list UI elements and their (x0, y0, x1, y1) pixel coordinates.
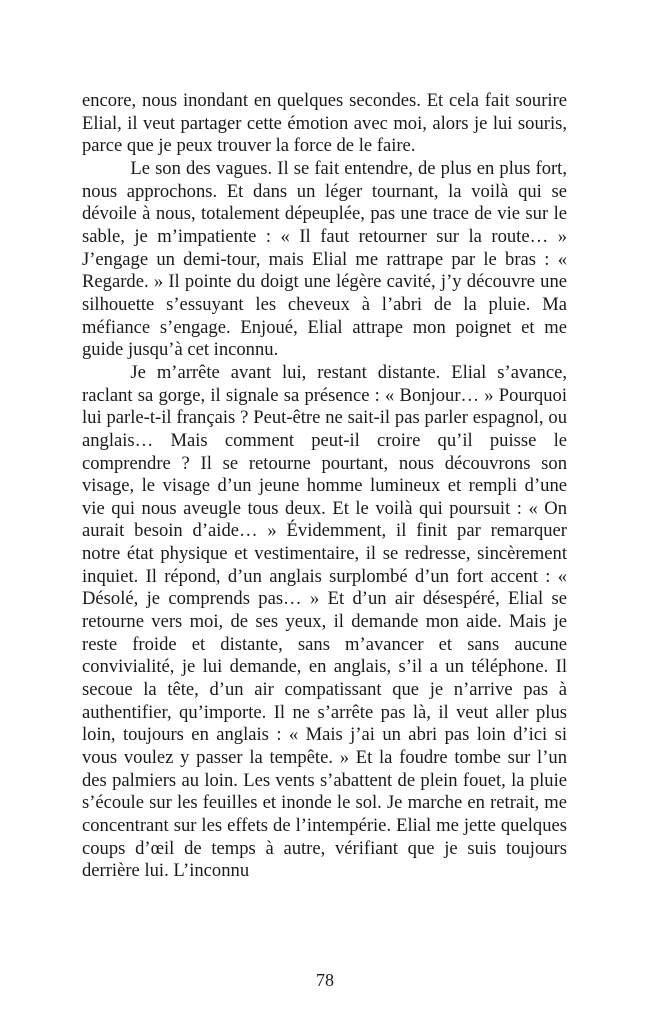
page-number: 78 (316, 970, 334, 990)
paragraph-3: Je m’arrête avant lui, restant distante. Elial s’avance, raclant sa gorge, il signale sa présence : « Bonjour… » Pourquoi lui parle-t-il français ? Peut-être ne sait-il pas parler espagnol, ou anglais… Mais comment peut-il croire qu’il puisse le comprendre ? Il se retourne pourtant, nous découvrons son visage, le visage d’un jeune homme lumineux et rempli d’une vie qui nous aveugle tous deux. Et le voilà qui poursuit : « On aurait besoin d’aide… » Évidemment, il finit par remarquer notre état physique et vestimentaire, il se redresse, sincèrement inquiet. Il répond, d’un anglais surplombé d’un fort accent : « Désolé, je comprends pas… » Et d’un air désespéré, Elial se retourne vers moi, de ses yeux, il demande mon aide. Mais je reste froide et distante, sans m’avancer et sans aucune convivialité, je lui demande, en anglais, s’il a un téléphone. Il secoue la tête, d’un air compatissant que je n’arrive pas à authentifier, qu’importe. Il ne s’arrête pas là, il veut aller plus loin, toujours en anglais : « Mais j’ai un abri pas loin d’ici si vous voulez y passer la tempête. » Et la foudre tombe sur l’un des palmiers au loin. Les vents s’abattent de plein fouet, la pluie s’écoule sur les feuilles et inonde le sol. Je marche en retrait, me concentrant sur les effets de l’intempérie. Elial me jette quelques coups d’œil de temps à autre, vérifiant que je suis toujours derrière lui. L’inconnu (82, 361, 567, 882)
paragraph-2: Le son des vagues. Il se fait entendre, de plus en plus fort, nous approchons. Et dans un léger tournant, la voilà qui se dévoile à nous, totalement dépeuplée, pas une trace de vie sur le sable, je m’impatiente : « Il faut retourner sur la route… » J’engage un demi-tour, mais Elial me rattrape par le bras : « Regarde. » Il pointe du doigt une légère cavité, j’y découvre une silhouette s’essuyant les cheveux à l’abri de la pluie. Ma méfiance s’engage. Enjoué, Elial attrape mon poignet et me guide jusqu’à cet inconnu. (82, 157, 567, 361)
page-text-block (82, 90, 567, 883)
paragraph-1: encore, nous inondant en quelques secondes. Et cela fait sourire Elial, il veut partager cette émotion avec moi, alors je lui souris, parce que je peux trouver la force de le faire. (82, 90, 567, 157)
